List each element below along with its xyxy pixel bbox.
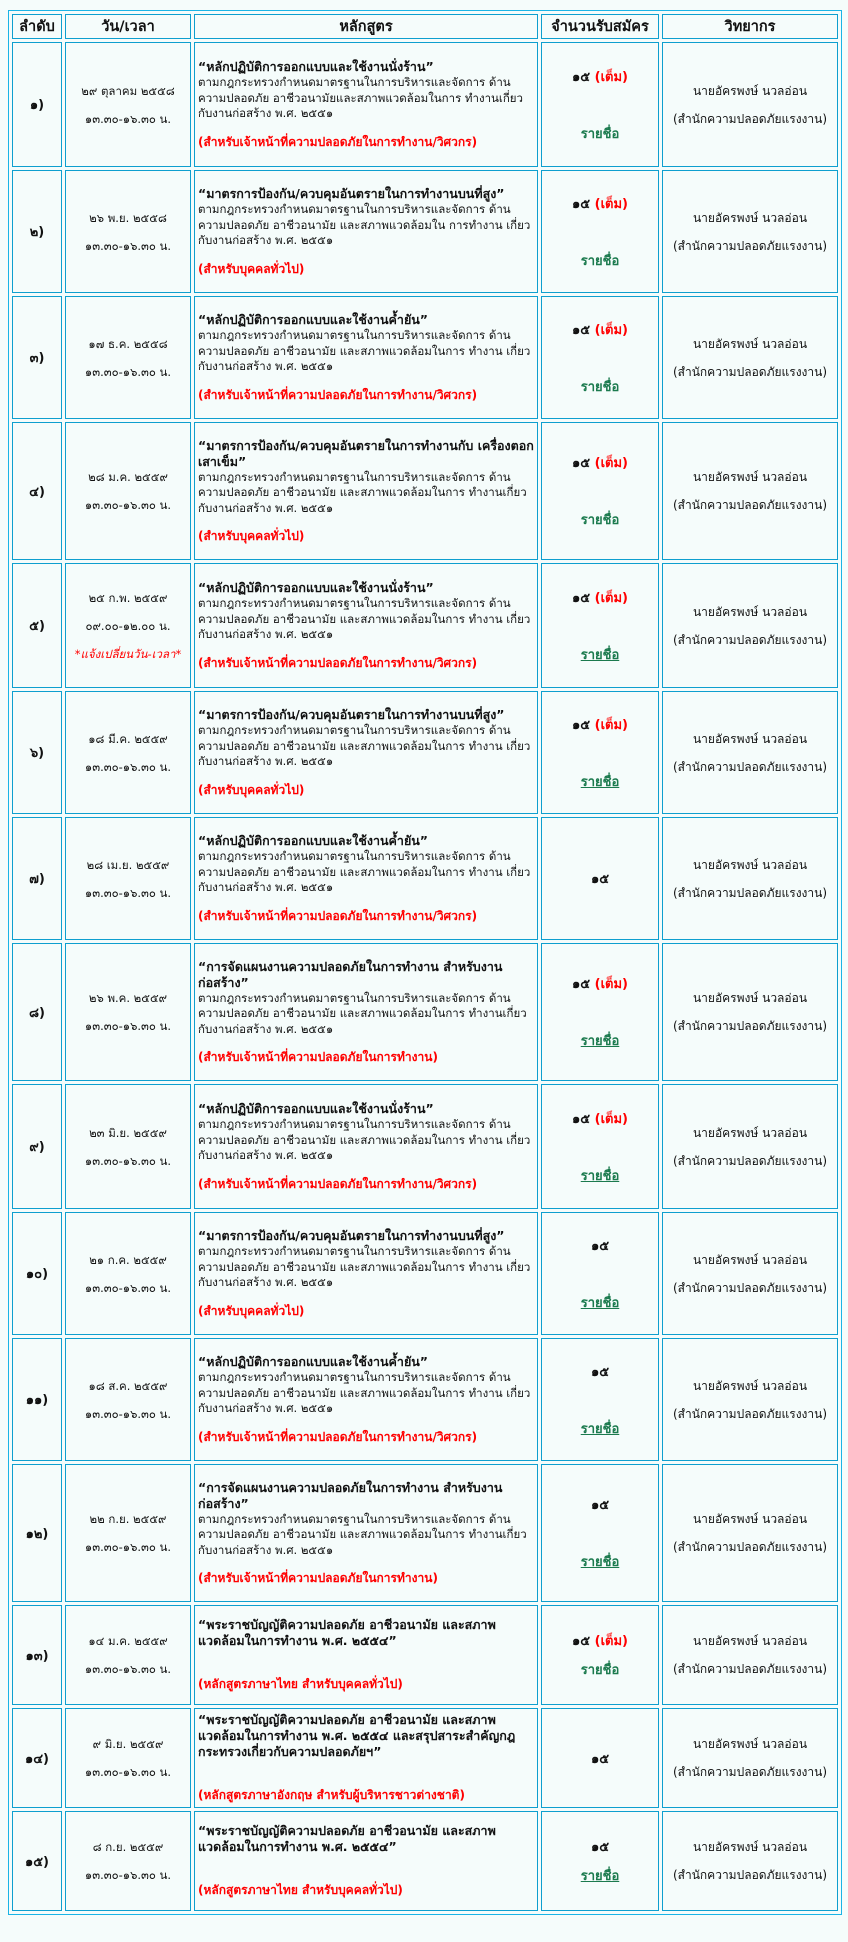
- training-schedule-table: [8, 10, 842, 1915]
- session-time: ๑๓.๓๐-๑๖.๓๐ น.: [84, 759, 172, 774]
- course-cell: [194, 1464, 538, 1602]
- speaker-cell: [662, 1338, 838, 1461]
- course-description: ตามกฎกระทรวงกำหนดมาตรฐานในการบริหารและจัดการ ด้านความปลอดภัย อาชีวอนามัย และสภาพแวดล้อมในการ ทำงาน เกี่ยวกับงานก่อสร้าง พ.ศ. ๒๕๕๑: [198, 328, 531, 373]
- course-audience: (สำหรับเจ้าหน้าที่ความปลอดภัยในการทำงาน/วิศวกร): [198, 655, 478, 670]
- seats-cell: [541, 422, 659, 560]
- course-cell: [194, 170, 538, 293]
- course-description: ตามกฎกระทรวงกำหนดมาตรฐานในการบริหารและจัดการ ด้านความปลอดภัย อาชีวอนามัย และสภาพแวดล้อมในการ ทำงาน เกี่ยวกับงานก่อสร้าง พ.ศ. ๒๕๕๑: [198, 1117, 531, 1162]
- table-row: [12, 943, 838, 1081]
- speaker-name: นายอัครพงษ์ นวลอ่อน: [692, 470, 808, 484]
- session-date: ๒๙ ตุลาคม ๒๕๕๘: [81, 83, 175, 98]
- course-description: [198, 1855, 534, 1870]
- seat-count: ๑๕: [572, 977, 591, 992]
- speaker-organization: (สำนักความปลอดภัยแรงงาน): [672, 1868, 828, 1882]
- seat-count: ๑๕: [590, 1238, 610, 1254]
- row-number: ๗): [12, 817, 62, 940]
- participant-list-link[interactable]: รายชื่อ: [580, 253, 620, 269]
- course-description: ตามกฎกระทรวงกำหนดมาตรฐานในการบริหารและจัดการ ด้านความปลอดภัย อาชีวอนามัย และสภาพแวดล้อมในการ ทำงานเกี่ยวกับงานก่อสร้าง พ.ศ. ๒๕๕๑: [198, 1511, 527, 1557]
- course-cell: [194, 1212, 538, 1335]
- session-time: ๑๓.๓๐-๑๖.๓๐ น.: [84, 1868, 172, 1882]
- session-time: ๑๓.๓๐-๑๖.๓๐ น.: [84, 1765, 172, 1779]
- course-audience: (สำหรับเจ้าหน้าที่ความปลอดภัยในการทำงาน/วิศวกร): [198, 1429, 478, 1444]
- speaker-organization: (สำนักความปลอดภัยแรงงาน): [672, 1153, 828, 1168]
- speaker-organization: (สำนักความปลอดภัยแรงงาน): [672, 111, 828, 126]
- full-badge: (เต็ม): [594, 322, 628, 338]
- table-body: [12, 42, 838, 1911]
- session-date: ๑๗ ธ.ค. ๒๕๕๘: [88, 336, 168, 351]
- seats-cell: [541, 1084, 659, 1209]
- course-title: “พระราชบัญญัติความปลอดภัย อาชีวอนามัย และสภาพแวดล้อมในการทำงาน พ.ศ. ๒๕๕๔”: [198, 1617, 496, 1649]
- course-description: [198, 1760, 534, 1775]
- row-number: ๑๐): [12, 1212, 62, 1335]
- speaker-cell: [662, 1605, 838, 1705]
- participant-list-link[interactable]: รายชื่อ: [580, 1869, 620, 1884]
- table-row: [12, 817, 838, 940]
- seats-cell: [541, 1338, 659, 1461]
- date-cell: [65, 1212, 191, 1335]
- course-title: “หลักปฏิบัติการออกแบบและใช้งานนั่งร้าน”: [198, 1101, 434, 1116]
- seats-cell: [541, 1811, 659, 1911]
- seat-count: ๑๕: [590, 1364, 610, 1380]
- header-course: หลักสูตร: [194, 14, 538, 39]
- course-audience: (สำหรับบุคคลทั่วไป): [198, 529, 305, 543]
- seats-cell: [541, 1605, 659, 1705]
- date-cell: [65, 1708, 191, 1808]
- session-date: ๒๓ มิ.ย. ๒๕๕๙: [89, 1125, 167, 1140]
- row-number: ๔): [12, 422, 62, 560]
- speaker-organization: (สำนักความปลอดภัยแรงงาน): [672, 1765, 828, 1779]
- speaker-organization: (สำนักความปลอดภัยแรงงาน): [672, 1280, 828, 1295]
- session-date: ๒๖ พ.ค. ๒๕๕๙: [88, 991, 168, 1005]
- date-cell: [65, 422, 191, 560]
- speaker-cell: [662, 1084, 838, 1209]
- speaker-organization: (สำนักความปลอดภัยแรงงาน): [672, 1406, 828, 1421]
- speaker-cell: [662, 1464, 838, 1602]
- session-date: ๑๘ ส.ค. ๒๕๕๙: [88, 1378, 168, 1393]
- header-row: [12, 14, 838, 39]
- row-number: ๓): [12, 296, 62, 419]
- participant-list-link[interactable]: รายชื่อ: [580, 1034, 620, 1049]
- session-time: ๑๓.๓๐-๑๖.๓๐ น.: [84, 1280, 172, 1295]
- course-audience: (หลักสูตรภาษาอังกฤษ สำหรับผู้บริหารชาวต่างชาติ): [198, 1788, 465, 1803]
- row-number: ๙): [12, 1084, 62, 1209]
- schedule-change-note: *แจ้งเปลี่ยนวัน-เวลา*: [74, 646, 182, 661]
- table-row: [12, 170, 838, 293]
- seat-count: ๑๕: [572, 590, 591, 606]
- participant-list-link[interactable]: รายชื่อ: [580, 126, 620, 142]
- speaker-cell: [662, 1708, 838, 1808]
- course-title: “มาตรการป้องกัน/ควบคุมอันตรายในการทำงานบนที่สูง”: [198, 186, 505, 201]
- date-cell: [65, 817, 191, 940]
- seats-cell: [541, 563, 659, 688]
- speaker-organization: (สำนักความปลอดภัยแรงงาน): [672, 364, 828, 379]
- speaker-name: นายอัครพงษ์ นวลอ่อน: [692, 1737, 808, 1751]
- course-description: ตามกฎกระทรวงกำหนดมาตรฐานในการบริหารและจัดการ ด้านความปลอดภัย อาชีวอนามัย และสภาพแวดล้อมใน การทำงาน เกี่ยวกับงานก่อสร้าง พ.ศ. ๒๕๕๑: [198, 202, 531, 247]
- session-time: ๑๓.๓๐-๑๖.๓๐ น.: [84, 1540, 172, 1554]
- session-date: ๙ มิ.ย. ๒๕๕๙: [92, 1737, 164, 1751]
- session-date: ๒๒ ก.ย. ๒๕๕๙: [89, 1512, 167, 1526]
- speaker-organization: (สำนักความปลอดภัยแรงงาน): [672, 238, 828, 253]
- seats-cell: [541, 943, 659, 1081]
- table-row: [12, 1338, 838, 1461]
- course-cell: [194, 1084, 538, 1209]
- speaker-name: นายอัครพงษ์ นวลอ่อน: [692, 336, 808, 351]
- participant-list-link[interactable]: รายชื่อ: [580, 1421, 620, 1437]
- seat-count: ๑๕: [572, 1634, 591, 1649]
- speaker-name: นายอัครพงษ์ นวลอ่อน: [692, 731, 808, 746]
- speaker-name: นายอัครพงษ์ นวลอ่อน: [692, 83, 808, 98]
- participant-list-link[interactable]: รายชื่อ: [580, 379, 620, 395]
- session-time: ๑๓.๓๐-๑๖.๓๐ น.: [84, 1019, 172, 1033]
- speaker-name: นายอัครพงษ์ นวลอ่อน: [692, 1125, 808, 1140]
- date-cell: [65, 42, 191, 167]
- participant-list-link[interactable]: รายชื่อ: [580, 1555, 620, 1570]
- full-badge: (เต็ม): [594, 977, 628, 992]
- table-row: [12, 1811, 838, 1911]
- full-badge: (เต็ม): [594, 69, 628, 85]
- course-audience: (สำหรับเจ้าหน้าที่ความปลอดภัยในการทำงาน): [198, 1050, 438, 1064]
- full-badge: (เต็ม): [594, 1111, 628, 1127]
- session-date: ๒๘ เม.ย. ๒๕๕๙: [86, 857, 170, 872]
- session-time: ๑๓.๓๐-๑๖.๓๐ น.: [84, 111, 172, 126]
- row-number: ๕): [12, 563, 62, 688]
- row-number: ๑๔): [12, 1708, 62, 1808]
- date-cell: [65, 1338, 191, 1461]
- date-cell: [65, 170, 191, 293]
- session-time: ๑๓.๓๐-๑๖.๓๐ น.: [84, 364, 172, 379]
- course-description: ตามกฎกระทรวงกำหนดมาตรฐานในการบริหารและจัดการ ด้านความปลอดภัย อาชีวอนามัย และสภาพแวดล้อมในการ ทำงาน เกี่ยวกับงานก่อสร้าง พ.ศ. ๒๕๕๑: [198, 723, 531, 768]
- participant-list-link[interactable]: รายชื่อ: [580, 1663, 620, 1678]
- full-badge: (เต็ม): [594, 456, 628, 471]
- row-number: ๑๒): [12, 1464, 62, 1602]
- seats-cell: [541, 691, 659, 814]
- session-time: ๑๓.๓๐-๑๖.๓๐ น.: [84, 885, 172, 900]
- course-cell: [194, 943, 538, 1081]
- course-audience: (หลักสูตรภาษาไทย สำหรับบุคคลทั่วไป): [198, 1883, 403, 1898]
- table-row: [12, 1605, 838, 1705]
- course-audience: (หลักสูตรภาษาไทย สำหรับบุคคลทั่วไป): [198, 1677, 403, 1692]
- course-audience: (สำหรับบุคคลทั่วไป): [198, 782, 305, 797]
- table-row: [12, 296, 838, 419]
- course-title: “หลักปฏิบัติการออกแบบและใช้งานนั่งร้าน”: [198, 59, 434, 74]
- session-date: ๒๕ ก.พ. ๒๕๕๙: [88, 590, 168, 605]
- course-title: “หลักปฏิบัติการออกแบบและใช้งานค้ำยัน”: [198, 833, 429, 848]
- participant-list-link[interactable]: รายชื่อ: [580, 1295, 620, 1311]
- session-date: ๒๘ ม.ค. ๒๕๕๙: [88, 470, 168, 484]
- course-description: ตามกฎกระทรวงกำหนดมาตรฐานในการบริหารและจัดการ ด้านความปลอดภัย อาชีวอนามัย และสภาพแวดล้อมในการ ทำงาน เกี่ยวกับงานก่อสร้าง พ.ศ. ๒๕๕๑: [198, 1370, 531, 1415]
- date-cell: [65, 1464, 191, 1602]
- full-badge: (เต็ม): [594, 590, 628, 606]
- course-audience: (สำหรับบุคคลทั่วไป): [198, 261, 305, 276]
- table-row: [12, 422, 838, 560]
- seat-count: ๑๕: [590, 872, 610, 887]
- speaker-organization: (สำนักความปลอดภัยแรงงาน): [672, 498, 828, 512]
- course-audience: (สำหรับบุคคลทั่วไป): [198, 1303, 305, 1318]
- seat-count: ๑๕: [590, 1840, 610, 1855]
- row-number: ๑๑): [12, 1338, 62, 1461]
- seat-count: ๑๕: [572, 196, 591, 212]
- speaker-organization: (สำนักความปลอดภัยแรงงาน): [672, 632, 828, 647]
- course-audience: (สำหรับเจ้าหน้าที่ความปลอดภัยในการทำงาน): [198, 1571, 438, 1585]
- speaker-cell: [662, 817, 838, 940]
- participant-list-link[interactable]: รายชื่อ: [580, 1168, 620, 1184]
- speaker-organization: (สำนักความปลอดภัยแรงงาน): [672, 1019, 828, 1033]
- course-title: “พระราชบัญญัติความปลอดภัย อาชีวอนามัย และสภาพแวดล้อมในการทำงาน พ.ศ. ๒๕๕๔”: [198, 1823, 496, 1855]
- speaker-cell: [662, 296, 838, 419]
- course-cell: [194, 296, 538, 419]
- header-seats: จำนวนรับสมัคร: [541, 14, 659, 39]
- speaker-name: นายอัครพงษ์ นวลอ่อน: [692, 1840, 808, 1854]
- speaker-organization: (สำนักความปลอดภัยแรงงาน): [672, 1662, 828, 1676]
- table-row: [12, 1084, 838, 1209]
- speaker-organization: (สำนักความปลอดภัยแรงงาน): [672, 1540, 828, 1554]
- header-datetime: วัน/เวลา: [65, 14, 191, 39]
- speaker-name: นายอัครพงษ์ นวลอ่อน: [692, 604, 808, 619]
- course-cell: [194, 42, 538, 167]
- session-time: ๐๙.๐๐-๑๒.๐๐ น.: [85, 618, 171, 633]
- session-date: ๑๔ ม.ค. ๒๕๕๙: [88, 1634, 168, 1648]
- table-row: [12, 1708, 838, 1808]
- session-date: ๒๑ ก.ค. ๒๕๕๙: [89, 1252, 167, 1267]
- session-date: ๘ ก.ย. ๒๕๕๙: [92, 1840, 164, 1854]
- seats-cell: [541, 817, 659, 940]
- speaker-cell: [662, 422, 838, 560]
- session-time: ๑๓.๓๐-๑๖.๓๐ น.: [84, 1153, 172, 1168]
- seats-cell: [541, 1708, 659, 1808]
- table-row: [12, 563, 838, 688]
- speaker-cell: [662, 1212, 838, 1335]
- row-number: ๒): [12, 170, 62, 293]
- table-row: [12, 691, 838, 814]
- course-cell: [194, 1708, 538, 1808]
- row-number: ๖): [12, 691, 62, 814]
- speaker-name: นายอัครพงษ์ นวลอ่อน: [692, 1512, 808, 1526]
- table-row: [12, 1212, 838, 1335]
- speaker-cell: [662, 943, 838, 1081]
- course-title: “พระราชบัญญัติความปลอดภัย อาชีวอนามัย และสภาพแวดล้อมในการทำงาน พ.ศ. ๒๕๕๔ และสรุปสาระสำคัญกฎกระทรวงเกี่ยวกับความปลอดภัยฯ”: [198, 1712, 516, 1760]
- seat-count: ๑๕: [572, 1111, 591, 1127]
- course-description: ตามกฎกระทรวงกำหนดมาตรฐานในการบริหารและจัดการ ด้านความปลอดภัย อาชีวอนามัยและสภาพแวดล้อมในการ ทำงานเกี่ยวกับงานก่อสร้าง พ.ศ. ๒๕๕๑: [198, 75, 523, 120]
- seat-count: ๑๕: [572, 717, 591, 733]
- date-cell: [65, 1084, 191, 1209]
- row-number: ๑๓): [12, 1605, 62, 1705]
- header-speaker: วิทยากร: [662, 14, 838, 39]
- course-title: “หลักปฏิบัติการออกแบบและใช้งานนั่งร้าน”: [198, 580, 434, 595]
- header-order: ลำดับ: [12, 14, 62, 39]
- participant-list-link[interactable]: รายชื่อ: [580, 513, 620, 528]
- speaker-cell: [662, 563, 838, 688]
- course-title: “หลักปฏิบัติการออกแบบและใช้งานค้ำยัน”: [198, 312, 429, 327]
- session-date: ๒๖ พ.ย. ๒๕๕๘: [89, 210, 167, 225]
- course-cell: [194, 1338, 538, 1461]
- course-title: “การจัดแผนงานความปลอดภัยในการทำงาน สำหรับงานก่อสร้าง”: [198, 958, 503, 990]
- session-time: ๑๓.๓๐-๑๖.๓๐ น.: [84, 238, 172, 253]
- row-number: ๑๕): [12, 1811, 62, 1911]
- course-description: ตามกฎกระทรวงกำหนดมาตรฐานในการบริหารและจัดการ ด้านความปลอดภัย อาชีวอนามัย และสภาพแวดล้อมในการ ทำงาน เกี่ยวกับงานก่อสร้าง พ.ศ. ๒๕๕๑: [198, 1244, 531, 1289]
- date-cell: [65, 691, 191, 814]
- speaker-name: นายอัครพงษ์ นวลอ่อน: [692, 1252, 808, 1267]
- speaker-organization: (สำนักความปลอดภัยแรงงาน): [672, 759, 828, 774]
- course-description: ตามกฎกระทรวงกำหนดมาตรฐานในการบริหารและจัดการ ด้านความปลอดภัย อาชีวอนามัย และสภาพแวดล้อมในการ ทำงานเกี่ยวกับงานก่อสร้าง พ.ศ. ๒๕๕๑: [198, 469, 527, 515]
- seat-count: ๑๕: [572, 456, 591, 471]
- date-cell: [65, 563, 191, 688]
- course-cell: [194, 1811, 538, 1911]
- date-cell: [65, 1605, 191, 1705]
- speaker-name: นายอัครพงษ์ นวลอ่อน: [692, 1378, 808, 1393]
- speaker-cell: [662, 1811, 838, 1911]
- course-cell: [194, 691, 538, 814]
- course-audience: (สำหรับเจ้าหน้าที่ความปลอดภัยในการทำงาน/วิศวกร): [198, 387, 478, 402]
- session-time: ๑๓.๓๐-๑๖.๓๐ น.: [84, 498, 172, 512]
- speaker-name: นายอัครพงษ์ นวลอ่อน: [692, 210, 808, 225]
- seats-cell: [541, 170, 659, 293]
- table-row: [12, 42, 838, 167]
- date-cell: [65, 296, 191, 419]
- course-cell: [194, 563, 538, 688]
- seats-cell: [541, 1212, 659, 1335]
- row-number: ๘): [12, 943, 62, 1081]
- speaker-cell: [662, 42, 838, 167]
- date-cell: [65, 943, 191, 1081]
- seat-count: ๑๕: [572, 322, 591, 338]
- seat-count: ๑๕: [590, 1751, 610, 1767]
- course-cell: [194, 1605, 538, 1705]
- session-time: ๑๓.๓๐-๑๖.๓๐ น.: [84, 1406, 172, 1421]
- course-title: “มาตรการป้องกัน/ควบคุมอันตรายในการทำงานบนที่สูง”: [198, 707, 505, 722]
- full-badge: (เต็ม): [594, 717, 628, 733]
- seat-count: ๑๕: [590, 1498, 610, 1513]
- course-audience: (สำหรับเจ้าหน้าที่ความปลอดภัยในการทำงาน/วิศวกร): [198, 134, 478, 149]
- seats-cell: [541, 1464, 659, 1602]
- course-description: ตามกฎกระทรวงกำหนดมาตรฐานในการบริหารและจัดการ ด้านความปลอดภัย อาชีวอนามัย และสภาพแวดล้อมในการ ทำงานเกี่ยวกับงานก่อสร้าง พ.ศ. ๒๕๕๑: [198, 990, 527, 1036]
- seat-count: ๑๕: [572, 69, 591, 85]
- course-audience: (สำหรับเจ้าหน้าที่ความปลอดภัยในการทำงาน/วิศวกร): [198, 908, 478, 923]
- course-title: “มาตรการป้องกัน/ควบคุมอันตรายในการทำงานบนที่สูง”: [198, 1228, 505, 1243]
- course-title: “หลักปฏิบัติการออกแบบและใช้งานค้ำยัน”: [198, 1354, 429, 1369]
- speaker-name: นายอัครพงษ์ นวลอ่อน: [692, 1634, 808, 1648]
- speaker-name: นายอัครพงษ์ นวลอ่อน: [692, 991, 808, 1005]
- course-cell: [194, 817, 538, 940]
- full-badge: (เต็ม): [594, 1634, 628, 1649]
- speaker-organization: (สำนักความปลอดภัยแรงงาน): [672, 885, 828, 900]
- row-number: ๑): [12, 42, 62, 167]
- seats-cell: [541, 296, 659, 419]
- course-cell: [194, 422, 538, 560]
- course-description: ตามกฎกระทรวงกำหนดมาตรฐานในการบริหารและจัดการ ด้านความปลอดภัย อาชีวอนามัย และสภาพแวดล้อมในการ ทำงาน เกี่ยวกับงานก่อสร้าง พ.ศ. ๒๕๕๑: [198, 849, 531, 894]
- participant-list-link[interactable]: รายชื่อ: [580, 647, 620, 663]
- participant-list-link[interactable]: รายชื่อ: [580, 774, 620, 790]
- full-badge: (เต็ม): [594, 196, 628, 212]
- seats-cell: [541, 42, 659, 167]
- table-row: [12, 1464, 838, 1602]
- speaker-cell: [662, 691, 838, 814]
- date-cell: [65, 1811, 191, 1911]
- course-description: [198, 1649, 534, 1664]
- session-time: ๑๓.๓๐-๑๖.๓๐ น.: [84, 1662, 172, 1676]
- session-date: ๑๘ มี.ค. ๒๕๕๙: [88, 731, 168, 746]
- speaker-cell: [662, 170, 838, 293]
- course-title: “การจัดแผนงานความปลอดภัยในการทำงาน สำหรับงานก่อสร้าง”: [198, 1479, 503, 1511]
- course-description: ตามกฎกระทรวงกำหนดมาตรฐานในการบริหารและจัดการ ด้านความปลอดภัย อาชีวอนามัย และสภาพแวดล้อมในการ ทำงาน เกี่ยวกับงานก่อสร้าง พ.ศ. ๒๕๕๑: [198, 596, 531, 641]
- course-audience: (สำหรับเจ้าหน้าที่ความปลอดภัยในการทำงาน/วิศวกร): [198, 1176, 478, 1191]
- course-title: “มาตรการป้องกัน/ควบคุมอันตรายในการทำงานกับ เครื่องตอกเสาเข็ม”: [198, 437, 534, 469]
- speaker-name: นายอัครพงษ์ นวลอ่อน: [692, 857, 808, 872]
